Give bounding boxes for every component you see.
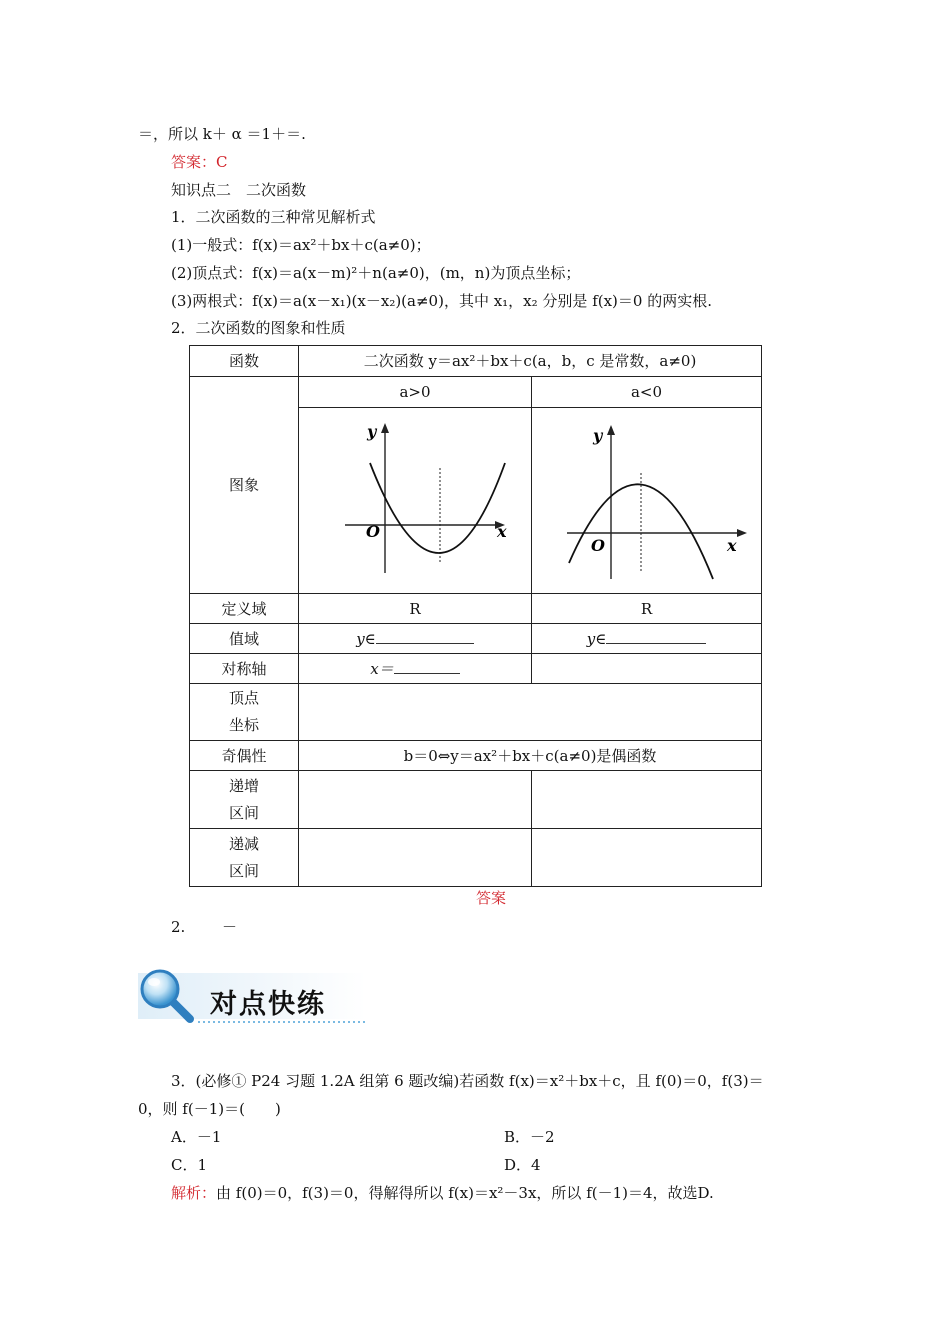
row-label-line: 递增 (228, 776, 259, 795)
fill-blank (376, 629, 474, 644)
origin-label: O (366, 522, 380, 541)
increasing-negative (532, 771, 762, 829)
row-label-line: 坐标 (228, 716, 259, 734)
axis-value (299, 654, 532, 684)
row-label: 对称轴 (190, 654, 299, 684)
heading-1: 1．二次函数的三种常见解析式 (171, 208, 376, 226)
row-label-line: 区间 (228, 861, 259, 880)
col-a-negative: a<0 (532, 377, 762, 408)
table-row (190, 741, 762, 771)
answer-line-num: 2. (171, 918, 186, 936)
domain-negative: R (532, 594, 762, 624)
table-row (190, 346, 762, 377)
option-c: C．1 (171, 1156, 208, 1174)
solution-text: 由 f(0)＝0，f(3)＝0，得解得所以 f(x)＝x²－3x，所以 f(－1)＝4，故选D. (216, 1184, 714, 1202)
row-label-graph: 图象 (190, 377, 299, 594)
range-prefix: y∈ (356, 629, 376, 648)
row-label-line: 递减 (228, 834, 259, 853)
y-label: y (367, 422, 377, 441)
range-negative (532, 624, 762, 654)
fill-blank (394, 659, 460, 674)
section-title: 知识点二 二次函数 (171, 181, 307, 199)
answer-line-dash: － (222, 918, 238, 936)
form-general: (1)一般式：f(x)＝ax²＋bx＋c(a≠0)； (171, 236, 431, 254)
table-row (190, 829, 762, 887)
axis-prefix: x＝ (370, 659, 394, 678)
parabola-curve (370, 463, 505, 553)
table-row (190, 377, 762, 408)
row-label (190, 684, 299, 741)
form-vertex: (2)顶点式：f(x)＝a(x－m)²＋n(a≠0)，(m，n)为顶点坐标； (171, 264, 581, 282)
row-label-line: 区间 (228, 803, 259, 822)
origin-label: O (590, 536, 605, 555)
row-label: 定义域 (190, 594, 299, 624)
answer-value: C (216, 153, 228, 171)
range-positive (299, 624, 532, 654)
decreasing-negative (532, 829, 762, 887)
answer-label: 答案： (171, 153, 217, 171)
fill-blank (606, 629, 706, 644)
option-b: B．－2 (504, 1128, 555, 1146)
function-definition: 二次函数 y＝ax²＋bx＋c(a，b，c 是常数，a≠0) (299, 346, 762, 377)
quadratic-properties-table (189, 345, 762, 887)
answer-center: 答案 (475, 889, 506, 907)
table-row (190, 624, 762, 654)
row-label (190, 829, 299, 887)
row-label-line: 顶点 (228, 689, 259, 707)
graph-upward-cell (299, 408, 532, 594)
intro-answer (171, 152, 228, 172)
decreasing-positive (299, 829, 532, 887)
row-label: 值域 (190, 624, 299, 654)
x-arrow-icon (737, 529, 747, 537)
x-label: x (726, 536, 737, 555)
table-row (190, 654, 762, 684)
y-arrow-icon (607, 425, 615, 435)
heading-2: 2．二次函数的图象和性质 (171, 319, 346, 337)
graph-downward-cell (532, 408, 762, 594)
parity-value: b＝0⇔y＝ax²＋bx＋c(a≠0)是偶函数 (299, 741, 762, 771)
banner-title: 对点快练 (210, 989, 326, 1020)
form-roots: (3)两根式：f(x)＝a(x－x₁)(x－x₂)(a≠0)，其中 x₁，x₂ 分别是 f(x)＝0 的两实根. (171, 292, 712, 310)
range-prefix: y∈ (586, 629, 607, 648)
increasing-positive (299, 771, 532, 829)
x-label: x (497, 522, 507, 541)
row-label (190, 771, 299, 829)
solution-label: 解析： (171, 1184, 217, 1202)
parabola-downward-graph (547, 413, 747, 583)
vertex-value (299, 684, 762, 741)
table-row (190, 594, 762, 624)
row-label: 奇偶性 (190, 741, 299, 771)
intro-line: ＝，所以 k＋ α ＝1＋＝. (138, 125, 306, 143)
col-a-positive: a>0 (299, 377, 532, 408)
axis-value-empty (532, 654, 762, 684)
row-label: 函数 (190, 346, 299, 377)
option-d: D．4 (504, 1156, 541, 1174)
solution (171, 1183, 714, 1203)
parabola-upward-graph (315, 413, 515, 583)
option-a: A．－1 (171, 1128, 222, 1146)
problem-line-1: 3．(必修① P24 习题 1.2A 组第 6 题改编)若函数 f(x)＝x²＋bx＋c，且 f(0)＝0，f(3)＝ (171, 1072, 764, 1090)
table-row (190, 684, 762, 741)
y-label: y (592, 426, 602, 445)
y-arrow-icon (381, 423, 389, 433)
table-row (190, 771, 762, 829)
problem-line-2: 0，则 f(－1)＝( ) (138, 1100, 281, 1118)
domain-positive: R (299, 594, 532, 624)
